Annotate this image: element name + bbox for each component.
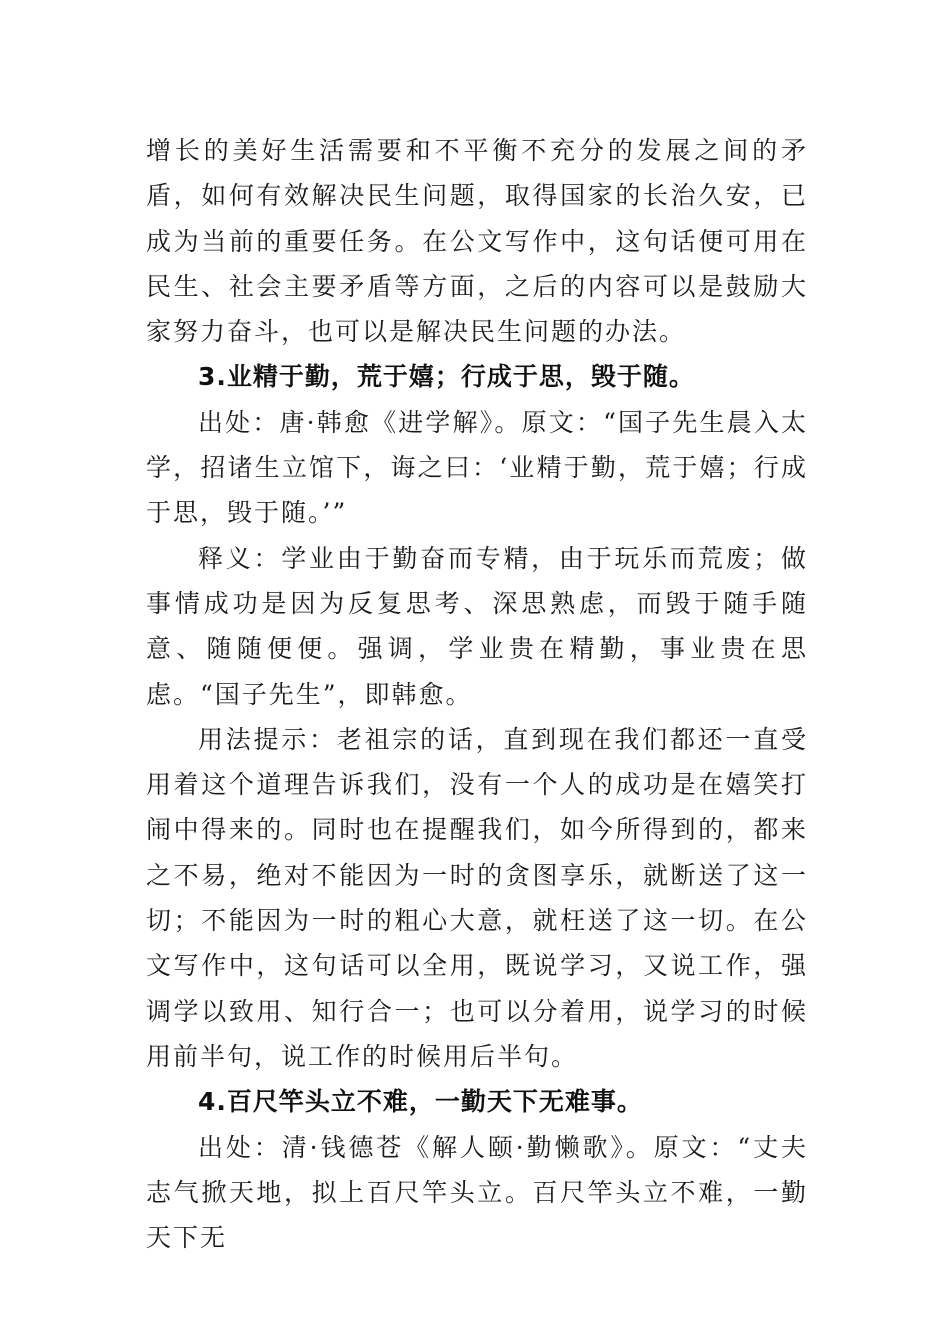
section-heading-4: 4.百尺竿头立不难，一勤天下无难事。 [198,1087,643,1117]
paragraph-source-4: 出处：清·钱德苍《解人颐·勤懒歌》。原文：“丈夫志气掀天地，拟上百尺竿头立。百尺竿头立不难，一勤天下无 [146,1132,808,1253]
paragraph-source-3: 出处：唐·韩愈《进学解》。原文：“国子先生晨入太学，招诸生立馆下，诲之曰：‘业精于勤，荒于嬉；行成于思，毁于随。’” [146,407,808,528]
document-body [146,128,808,1260]
paragraph-usage-3: 用法提示：老祖宗的话，直到现在我们都还一直受用着这个道理告诉我们，没有一个人的成功是在嬉笑打闹中得来的。同时也在提醒我们，如今所得到的，都来之不易，绝对不能因为一时的贪图享乐，就断送了这一切；不能因为一时的粗心大意，就枉送了这一切。在公文写作中，这句话可以全用，既说学习，又说工作，强调学以致用、知行合一；也可以分着用，说学习的时候用前半句，说工作的时候用后半句。 [146,724,808,1071]
paragraph-meaning-3: 释义：学业由于勤奋而专精，由于玩乐而荒废；做事情成功是因为反复思考、深思熟虑，而毁于随手随意、随随便便。强调，学业贵在精勤，事业贵在思虑。“国子先生”，即韩愈。 [146,543,808,709]
paragraph-continuation: 增长的美好生活需要和不平衡不充分的发展之间的矛盾，如何有效解决民生问题，取得国家的长治久安，已成为当前的重要任务。在公文写作中，这句话便可用在民生、社会主要矛盾等方面，之后的内容可以是鼓励大家努力奋斗，也可以是解决民生问题的办法。 [146,136,808,347]
section-heading-3: 3.业精于勤，荒于嬉；行成于思，毁于随。 [198,362,695,392]
